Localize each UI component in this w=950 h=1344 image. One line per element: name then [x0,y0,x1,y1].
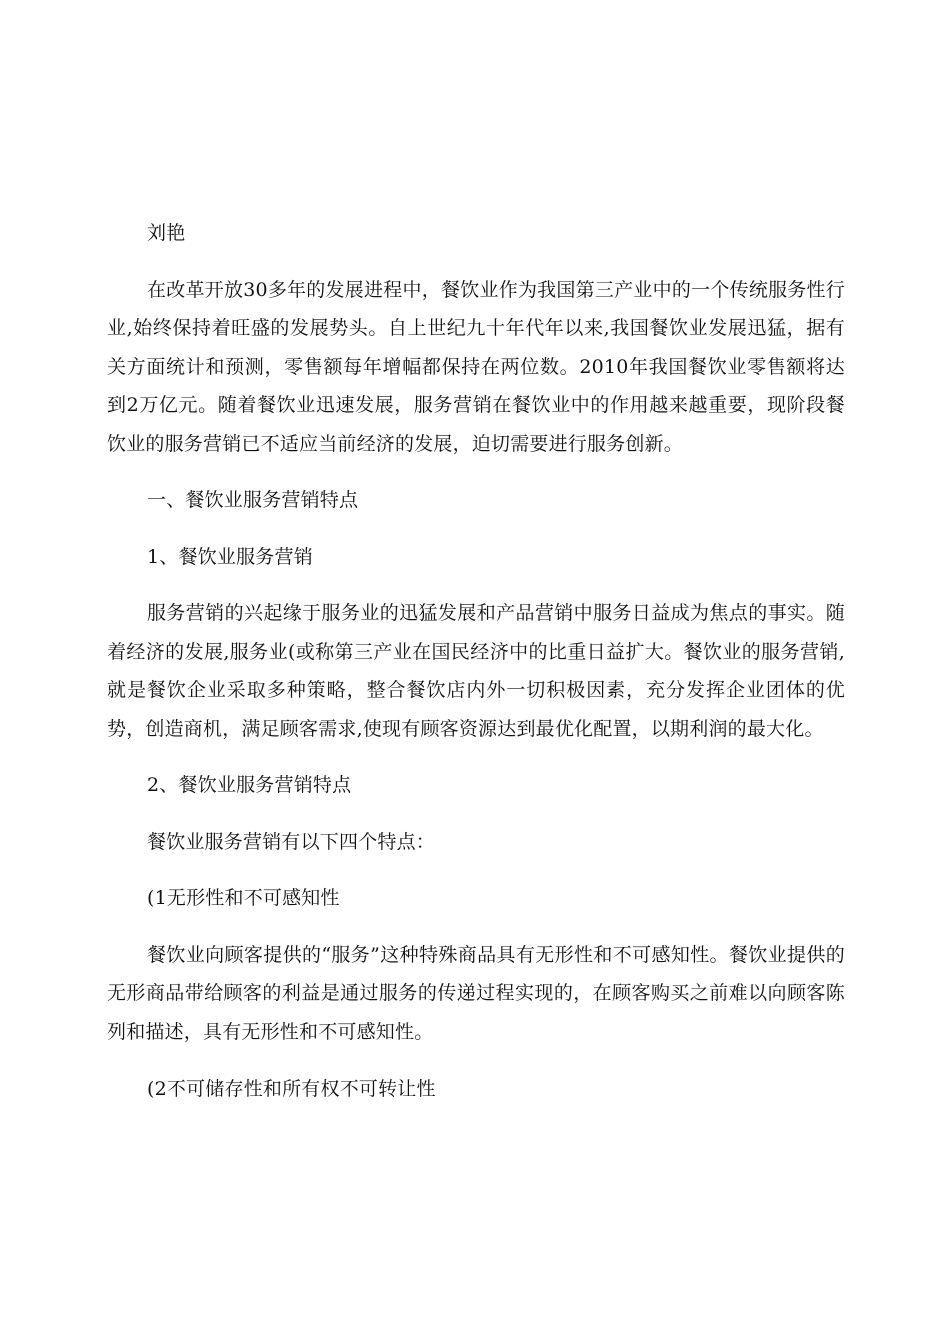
document-page [107,214,845,1109]
feature-1-heading: (1无形性和不可感知性 [147,887,340,909]
subsection-1-paragraph: 服务营销的兴起缘于服务业的迅猛发展和产品营销中服务日益成为焦点的事实。随着经济的发展,服务业(或称第三产业在国民经济中的比重日益扩大。餐饮业的服务营销,就是餐饮企业采取多种策略，整合餐饮店内外一切积极因素，充分发挥企业团体的优势，创造商机，满足顾客需求,使现有顾客资源达到最优化配置，以期利润的最大化。 [107,602,845,740]
section-1-heading: 一、餐饮业服务营销特点 [147,489,359,511]
feature-2-heading: (2不可储存性和所有权不可转让性 [147,1078,436,1100]
subsection-2-intro: 餐饮业服务营销有以下四个特点： [147,830,436,853]
intro-paragraph: 在改革开放30多年的发展进程中，餐饮业作为我国第三产业中的一个传统服务性行业,始终保持着旺盛的发展势头。自上世纪九十年代年以来,我国餐饮业发展迅猛，据有关方面统计和预测，零售额每年增幅都保持在两位数。2010年我国餐饮业零售额将达到2万亿元。随着餐饮业迅速发展，服务营销在餐饮业中的作用越来越重要，现阶段餐饮业的服务营销已不适应当前经济的发展，迫切需要进行服务创新。 [107,278,845,455]
subsection-1-heading: 1、餐饮业服务营销 [147,545,313,568]
author-name: 刘艳 [147,222,186,244]
feature-1-paragraph: 餐饮业向顾客提供的“服务”这种特殊商品具有无形性和不可感知性。餐饮业提供的无形商品带给顾客的利益是通过服务的传递过程实现的，在顾客购买之前难以向顾客陈列和描述，具有无形性和不可感知性。 [107,943,845,1043]
subsection-2-heading: 2、餐饮业服务营销特点 [147,774,352,796]
